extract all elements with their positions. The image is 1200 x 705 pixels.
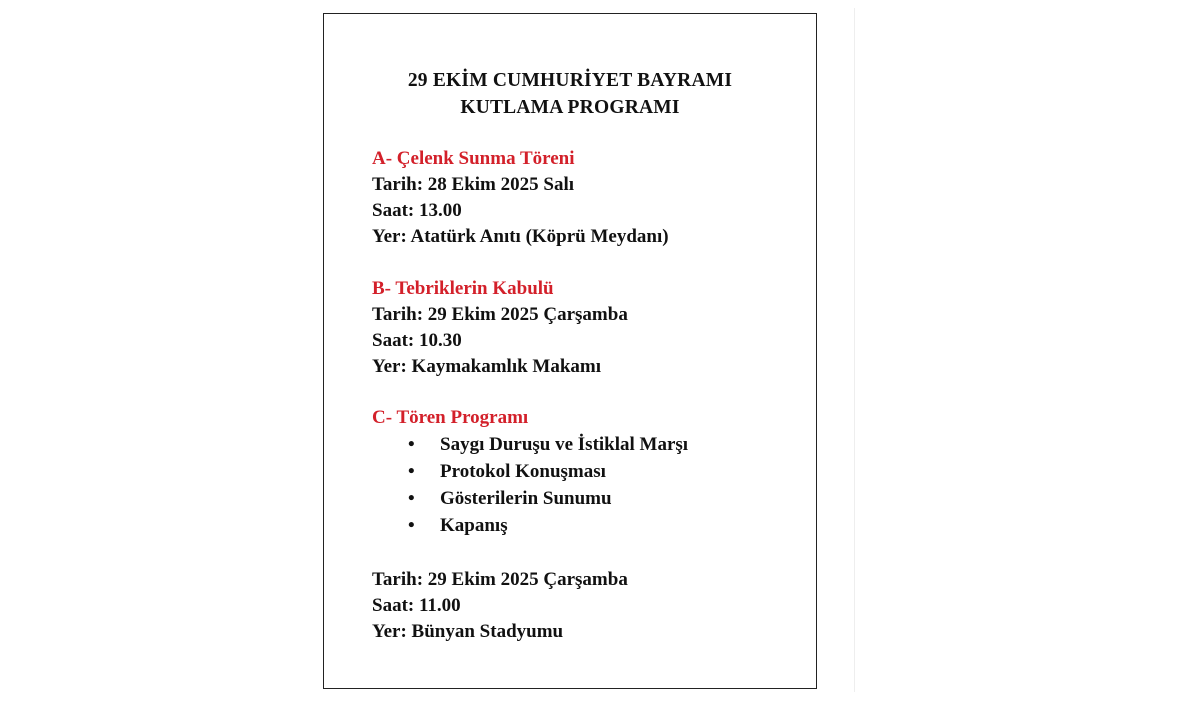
section-a-heading: A- Çelenk Sunma Töreni: [372, 148, 575, 169]
section-a-time: Saat: 13.00: [372, 200, 462, 221]
section-a-place: Yer: Atatürk Anıtı (Köprü Meydanı): [372, 226, 669, 247]
bullet-marker: •: [408, 434, 415, 455]
section-c-heading: C- Tören Programı: [372, 407, 529, 428]
program-item: Gösterilerin Sunumu: [440, 488, 612, 509]
section-b-place: Yer: Kaymakamlık Makamı: [372, 356, 602, 377]
section-b-time: Saat: 10.30: [372, 330, 462, 351]
document-title-line-1: 29 EKİM CUMHURİYET BAYRAMI: [407, 70, 733, 91]
bullet-marker: •: [408, 515, 415, 536]
section-b-date: Tarih: 29 Ekim 2025 Çarşamba: [372, 304, 628, 325]
program-item: Kapanış: [440, 515, 508, 536]
document-title-line-2: KUTLAMA PROGRAMI: [460, 97, 680, 118]
section-c-time: Saat: 11.00: [372, 595, 461, 616]
page-edge-divider: [854, 8, 855, 692]
program-item: Protokol Konuşması: [440, 461, 606, 482]
section-a-date: Tarih: 28 Ekim 2025 Salı: [372, 174, 575, 195]
program-item: Saygı Duruşu ve İstiklal Marşı: [440, 434, 689, 455]
section-c-place: Yer: Bünyan Stadyumu: [372, 621, 564, 642]
section-b-heading: B- Tebriklerin Kabulü: [372, 278, 554, 299]
bullet-marker: •: [408, 488, 415, 509]
bullet-marker: •: [408, 461, 415, 482]
section-c-date: Tarih: 29 Ekim 2025 Çarşamba: [372, 569, 628, 590]
program-document: [323, 13, 817, 689]
